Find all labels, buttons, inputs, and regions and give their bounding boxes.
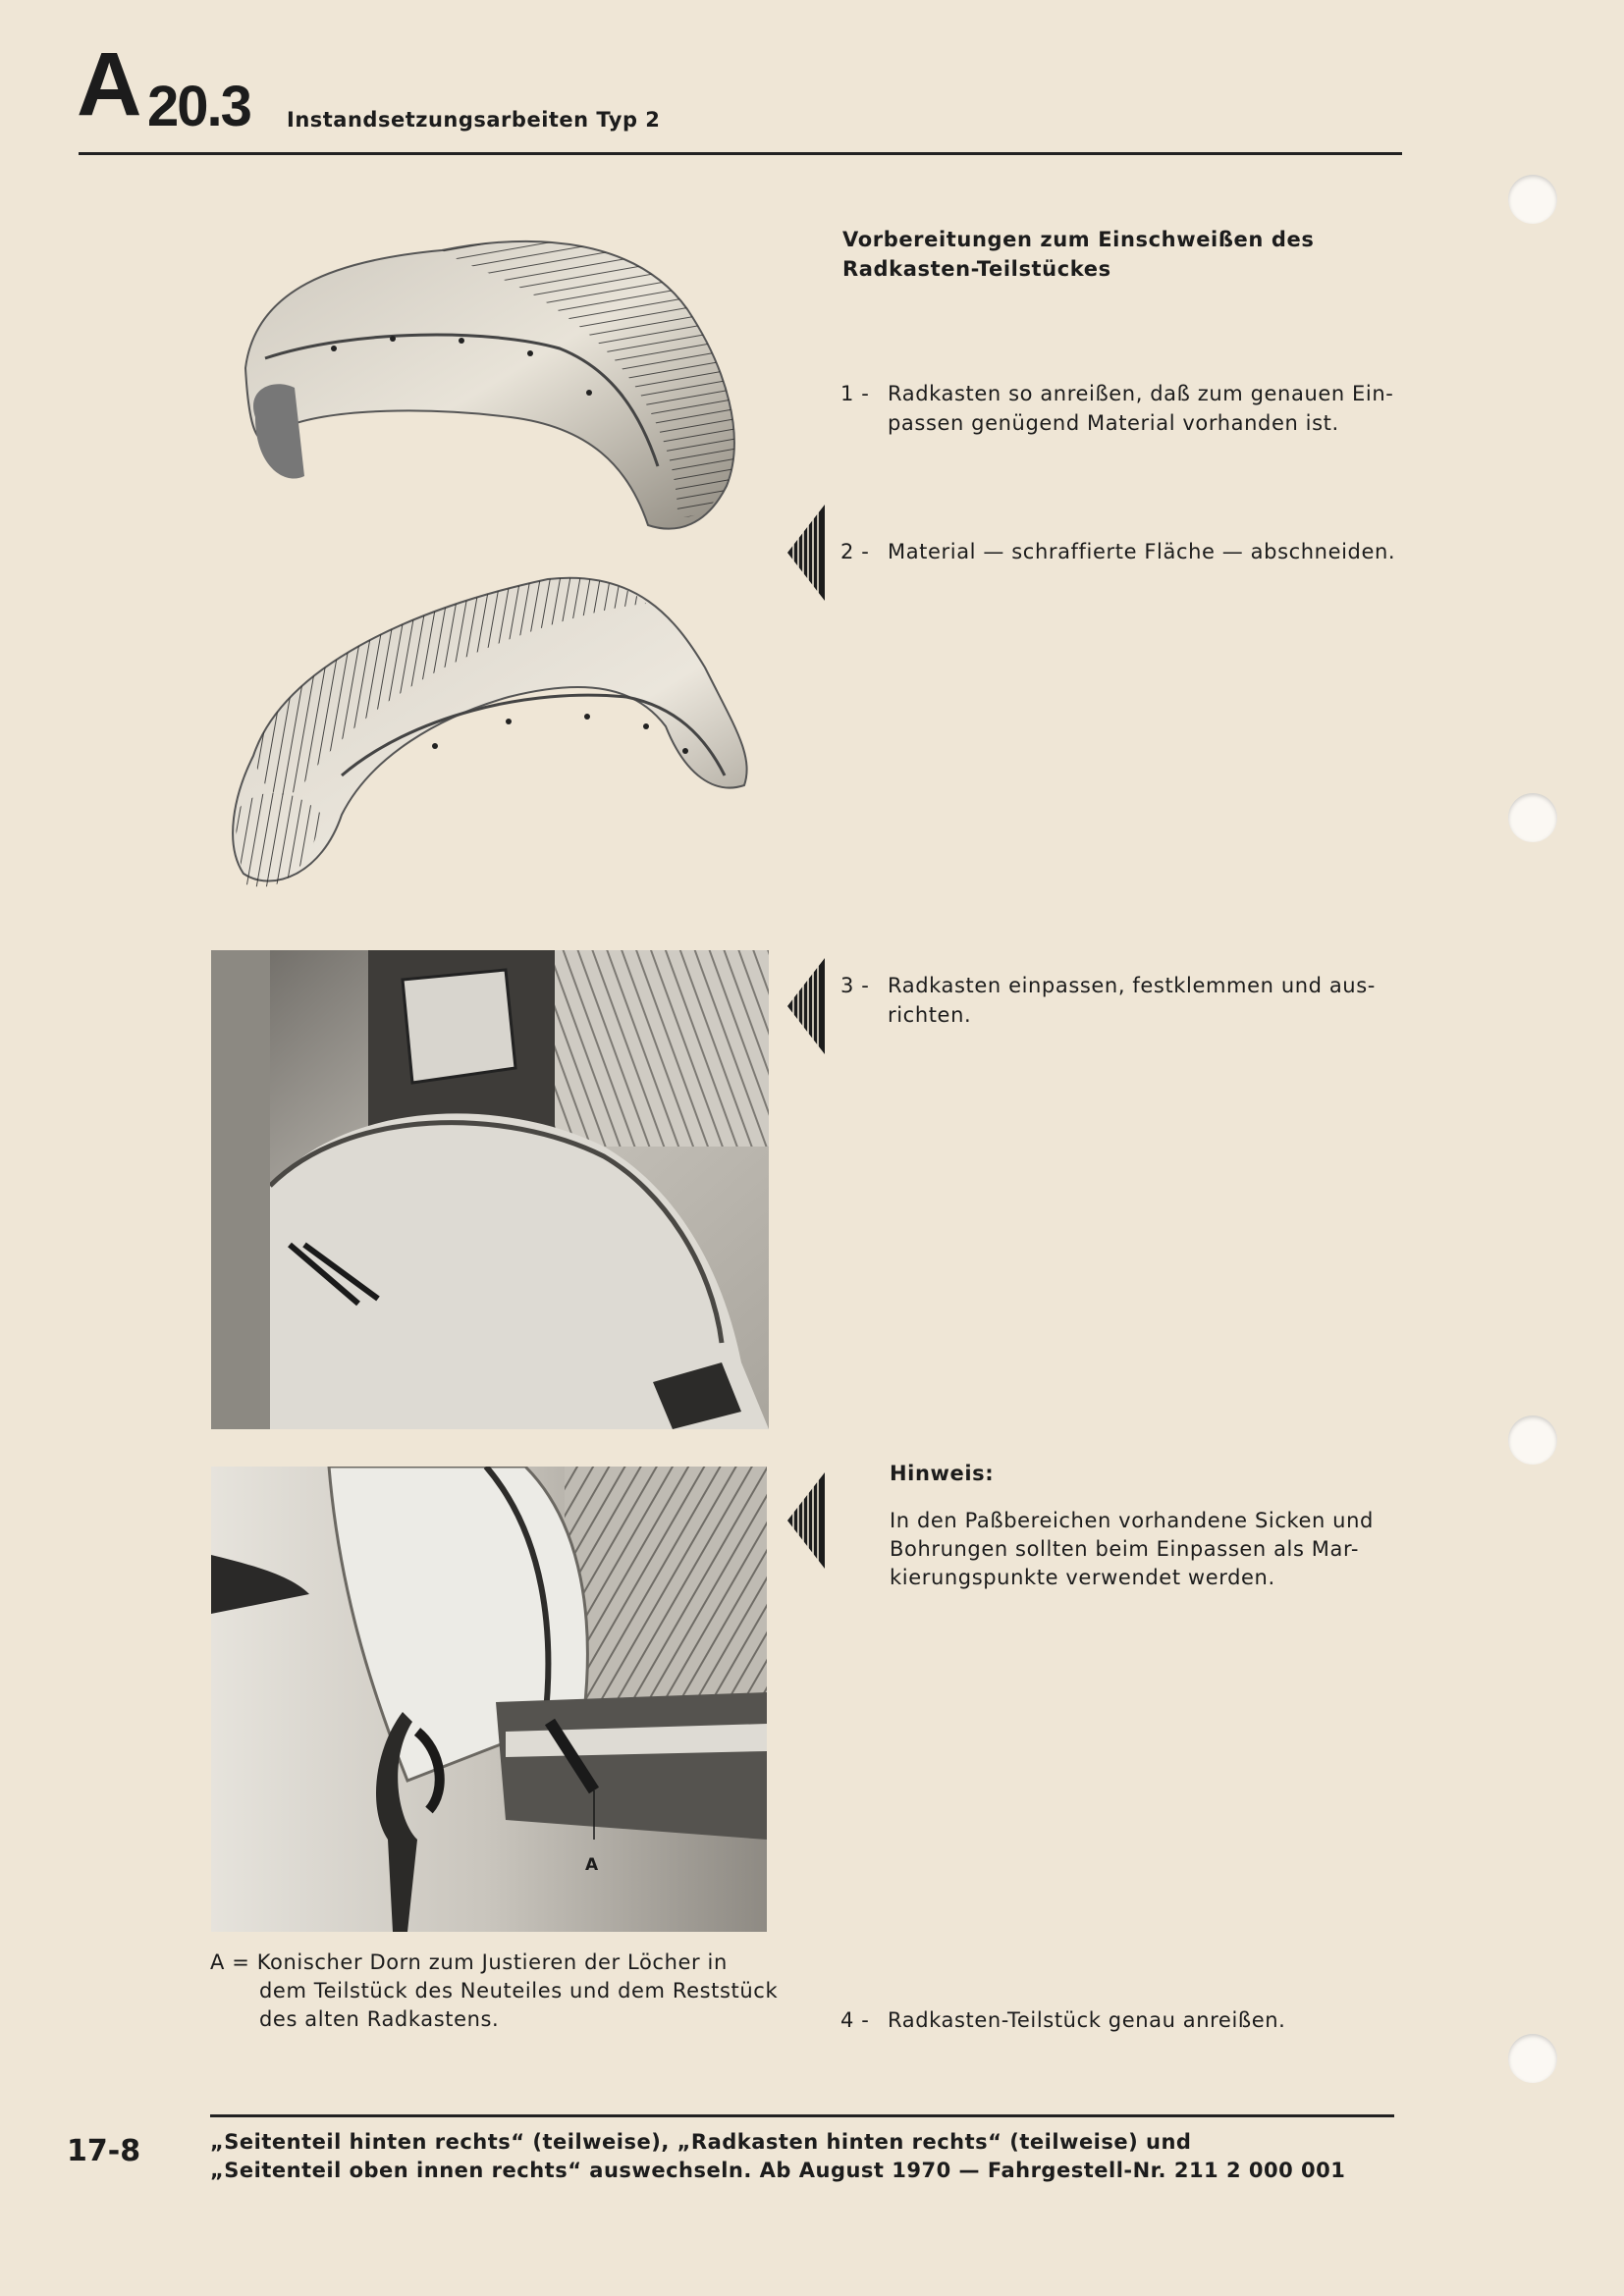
header-rule (79, 152, 1402, 155)
step-number: 2 - (840, 540, 870, 563)
step-3 (840, 971, 1410, 1034)
wheel-arch-illustration-top (216, 221, 751, 545)
arrow-left-icon (787, 505, 825, 601)
caption-line1: A = Konischer Dorn zum Justieren der Löcher in (210, 1950, 728, 1974)
step-text-line1: Radkasten so anreißen, daß zum genauen Ein- (888, 382, 1394, 405)
section-title-line2: Radkasten-Teilstückes (842, 257, 1111, 281)
step-2 (840, 537, 1410, 568)
footer-line2: „Seitenteil oben innen rechts“ auswechseln. Ab August 1970 — Fahrgestell-Nr. 211 2 000 001 (210, 2159, 1346, 2182)
step-text-line1: Material — schraffierte Fläche — abschneiden. (888, 540, 1396, 563)
photo-label-a: A (585, 1855, 599, 1875)
photo-conical-mandrel (211, 1467, 767, 1932)
section-number: 20.3 (147, 75, 250, 138)
hint-line3: kierungspunkte verwendet werden. (890, 1566, 1275, 1589)
step-text-line2: richten. (888, 1003, 972, 1027)
step-number: 1 - (840, 382, 870, 405)
page-number: 17-8 (67, 2134, 141, 2168)
section-subtitle: Instandsetzungsarbeiten Typ 2 (287, 108, 661, 132)
step-text-line1: Radkasten-Teilstück genau anreißen. (888, 2008, 1286, 2032)
arrow-left-icon (787, 1472, 825, 1569)
caption-line3: des alten Radkastens. (259, 2007, 500, 2031)
section-letter: A (77, 34, 138, 134)
arrow-left-icon (787, 958, 825, 1054)
punch-hole (1508, 793, 1557, 842)
caption-line2: dem Teilstück des Neuteiles und dem Reststück (259, 1979, 779, 2002)
step-number: 4 - (840, 2008, 870, 2032)
hint-title: Hinweis: (890, 1462, 995, 1485)
hint-line1: In den Paßbereichen vorhandene Sicken und (890, 1509, 1374, 1532)
punch-hole (1508, 175, 1557, 224)
footer-rule (210, 2114, 1394, 2117)
step-1 (840, 379, 1410, 442)
section-title-line1: Vorbereitungen zum Einschweißen des (842, 228, 1315, 251)
cut-piece-illustration (214, 560, 764, 913)
punch-hole (1508, 2034, 1557, 2083)
step-4 (840, 2005, 1410, 2037)
footer-line1: „Seitenteil hinten rechts“ (teilweise), „Radkasten hinten rechts“ (teilweise) und (210, 2130, 1192, 2154)
step-number: 3 - (840, 974, 870, 997)
step-text-line2: passen genügend Material vorhanden ist. (888, 411, 1339, 435)
photo-wheel-arch-clamped (211, 950, 769, 1429)
hint-line2: Bohrungen sollten beim Einpassen als Mar- (890, 1537, 1360, 1561)
punch-hole (1508, 1415, 1557, 1465)
step-text-line1: Radkasten einpassen, festklemmen und aus- (888, 974, 1376, 997)
